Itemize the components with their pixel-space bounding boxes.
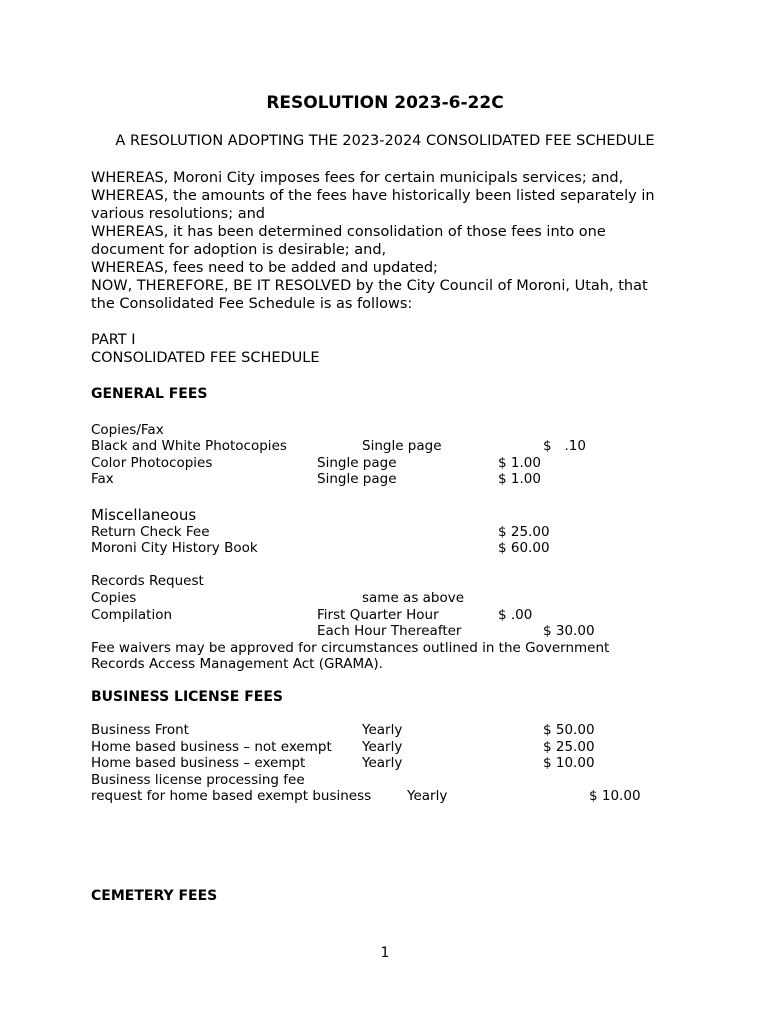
- page-title: RESOLUTION 2023-6-22C: [266, 93, 504, 113]
- fee-waiver-line: Records Access Management Act (GRAMA).: [91, 656, 383, 672]
- whereas-clauses: [91, 169, 691, 313]
- compilation-each-amount: $ 30.00: [543, 623, 595, 639]
- business-license-heading: BUSINESS LICENSE FEES: [91, 689, 284, 705]
- whereas-line: the Consolidated Fee Schedule is as follows:: [91, 296, 413, 312]
- general-fees-heading: GENERAL FEES: [91, 386, 208, 402]
- home-exempt-period: Yearly: [362, 755, 403, 771]
- home-not-exempt-amount: $ 25.00: [543, 739, 595, 755]
- part-label: PART I: [91, 332, 136, 348]
- page-subtitle: A RESOLUTION ADOPTING THE 2023-2024 CONSOLIDATED FEE SCHEDULE: [115, 133, 655, 149]
- compilation-label: Compilation: [91, 607, 173, 623]
- whereas-line: WHEREAS, Moroni City imposes fees for certain municipals services; and,: [91, 170, 624, 186]
- fax-label: Fax: [91, 471, 114, 487]
- business-front-period: Yearly: [362, 722, 403, 738]
- color-photocopies-label: Color Photocopies: [91, 455, 213, 471]
- whereas-line: document for adoption is desirable; and,: [91, 242, 387, 258]
- copies-item-note: same as above: [362, 590, 465, 606]
- part-title: CONSOLIDATED FEE SCHEDULE: [91, 350, 320, 366]
- compilation-first-amount: $ .00: [498, 607, 533, 623]
- fax-amount: $ 1.00: [498, 471, 541, 487]
- home-exempt-amount: $ 10.00: [543, 755, 595, 771]
- bw-photocopies-amount: $ .10: [543, 438, 586, 454]
- return-check-amount: $ 25.00: [498, 524, 550, 540]
- processing-fee-period: Yearly: [407, 788, 448, 804]
- compilation-each-label: Each Hour Thereafter: [317, 623, 462, 639]
- processing-fee-amount: $ 10.00: [589, 788, 641, 804]
- business-front-label: Business Front: [91, 722, 189, 738]
- home-not-exempt-label: Home based business – not exempt: [91, 739, 332, 755]
- processing-fee-label: Business license processing fee: [91, 772, 305, 788]
- whereas-line: various resolutions; and: [91, 206, 265, 222]
- cemetery-fees-heading: CEMETERY FEES: [91, 888, 218, 904]
- fax-unit: Single page: [317, 471, 397, 487]
- home-exempt-label: Home based business – exempt: [91, 755, 306, 771]
- whereas-line: NOW, THEREFORE, BE IT RESOLVED by the City Council of Moroni, Utah, that: [91, 278, 648, 294]
- business-front-amount: $ 50.00: [543, 722, 595, 738]
- color-photocopies-amount: $ 1.00: [498, 455, 541, 471]
- history-book-amount: $ 60.00: [498, 540, 550, 556]
- home-not-exempt-period: Yearly: [362, 739, 403, 755]
- compilation-first-label: First Quarter Hour: [317, 607, 439, 623]
- processing-fee-label-cont: request for home based exempt business: [91, 788, 372, 804]
- whereas-line: WHEREAS, it has been determined consolidation of those fees into one: [91, 224, 606, 240]
- records-request-label: Records Request: [91, 573, 204, 589]
- return-check-label: Return Check Fee: [91, 524, 210, 540]
- whereas-line: WHEREAS, the amounts of the fees have historically been listed separately in: [91, 188, 655, 204]
- history-book-label: Moroni City History Book: [91, 540, 258, 556]
- fee-waiver-line: Fee waivers may be approved for circumstances outlined in the Government: [91, 640, 610, 656]
- page-number: 1: [380, 945, 390, 961]
- part-heading: [91, 331, 691, 367]
- whereas-line: WHEREAS, fees need to be added and updated;: [91, 260, 438, 276]
- copies-item-label: Copies: [91, 590, 137, 606]
- color-photocopies-unit: Single page: [317, 455, 397, 471]
- copies-fax-label: Copies/Fax: [91, 422, 164, 438]
- miscellaneous-label: Miscellaneous: [91, 506, 197, 524]
- bw-photocopies-label: Black and White Photocopies: [91, 438, 287, 454]
- bw-photocopies-unit: Single page: [362, 438, 442, 454]
